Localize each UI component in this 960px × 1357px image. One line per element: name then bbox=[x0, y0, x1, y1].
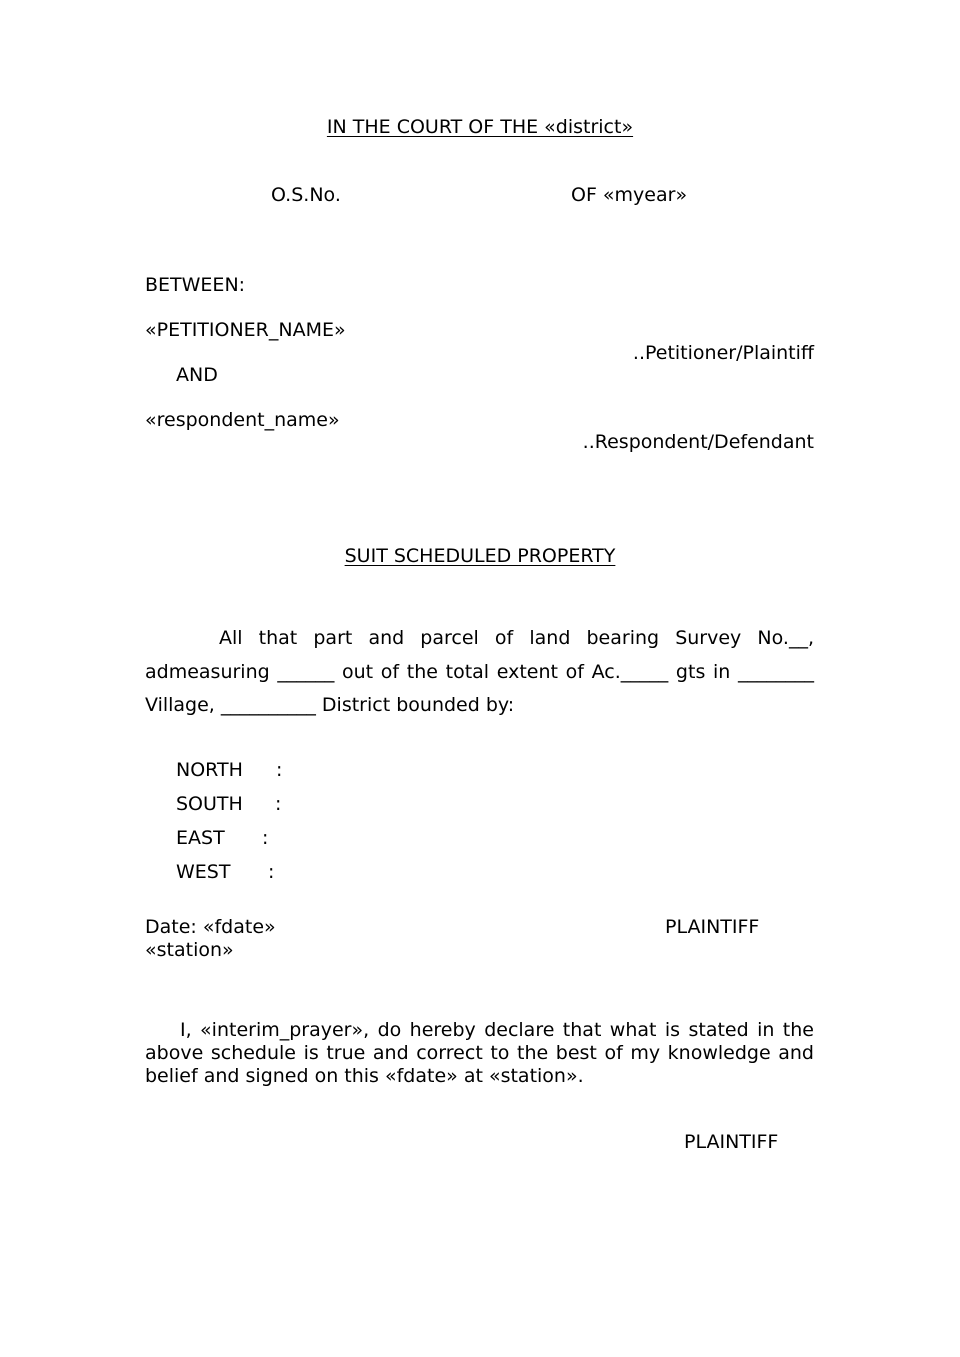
boundary-south-label: SOUTH bbox=[176, 793, 243, 815]
case-year: OF «myear» bbox=[571, 184, 688, 206]
plaintiff-signature-label: PLAINTIFF bbox=[665, 916, 760, 938]
station-line: «station» bbox=[145, 939, 234, 961]
boundary-north-label: NORTH bbox=[176, 759, 243, 781]
boundary-north-colon: : bbox=[276, 759, 283, 781]
and-label: AND bbox=[176, 364, 218, 386]
respondent-role: ..Respondent/Defendant bbox=[582, 431, 814, 453]
boundary-south-colon: : bbox=[275, 793, 282, 815]
property-description-rest: admeasuring ______ out of the total extent of Ac._____ gts in ________ Village, __________ District bounded by: bbox=[145, 660, 814, 716]
boundary-west-colon: : bbox=[268, 861, 275, 883]
schedule-heading: SUIT SCHEDULED PROPERTY bbox=[344, 545, 616, 567]
boundary-east-colon: : bbox=[262, 827, 269, 849]
respondent-name: «respondent_name» bbox=[145, 409, 340, 431]
os-number-label: O.S.No. bbox=[271, 184, 341, 206]
property-description bbox=[145, 622, 814, 723]
court-title: IN THE COURT OF THE «district» bbox=[326, 116, 634, 138]
petitioner-role: ..Petitioner/Plaintiff bbox=[632, 342, 814, 364]
between-label: BETWEEN: bbox=[145, 274, 246, 296]
property-description-line1: All that part and parcel of land bearing Survey No.__, bbox=[219, 627, 814, 649]
boundary-east-label: EAST bbox=[176, 827, 225, 849]
declaration-plaintiff-label: PLAINTIFF bbox=[684, 1131, 779, 1153]
date-line: Date: «fdate» bbox=[145, 916, 276, 938]
declaration-text: I, «interim_prayer», do hereby declare that what is stated in the above schedule is true and correct to the best of my knowledge and belief and signed on this «fdate» at «station». bbox=[145, 1019, 814, 1087]
boundary-west-label: WEST bbox=[176, 861, 231, 883]
petitioner-name: «PETITIONER_NAME» bbox=[145, 319, 346, 341]
